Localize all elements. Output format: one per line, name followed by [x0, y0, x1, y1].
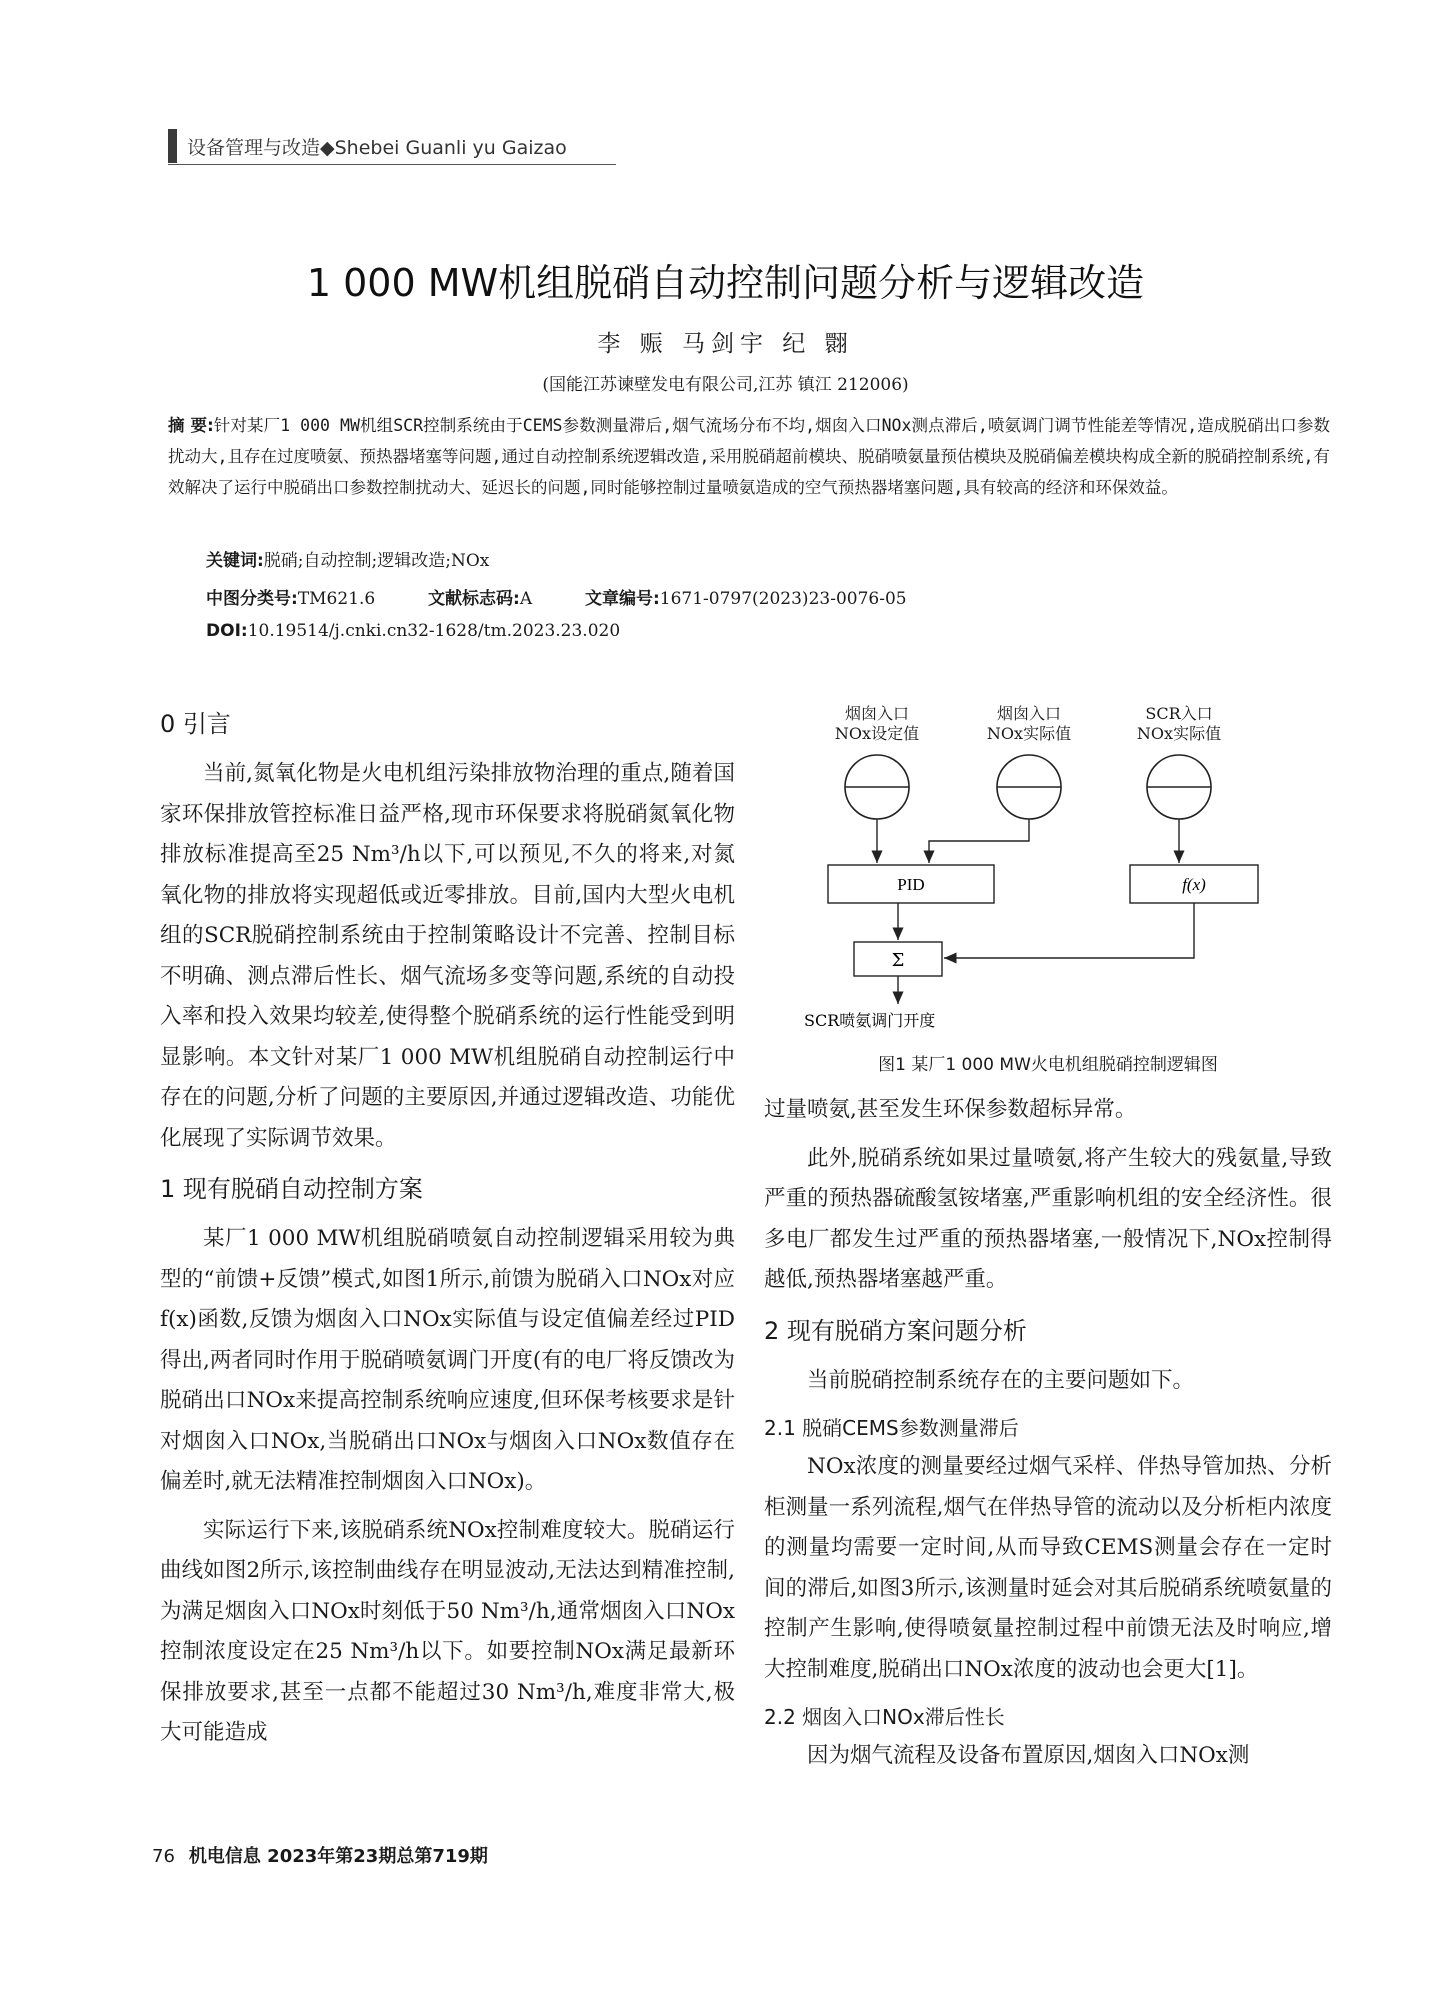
- ammonia-paragraph: 此外,脱硝系统如果过量喷氨,将产生较大的残氨量,导致严重的预热器硫酸氢铵堵塞,严重影响机组的安全经济性。很多电厂都发生过严重的预热器堵塞,一般情况下,NOx控制得越低,预热器堵塞越严重。: [764, 1145, 1332, 1292]
- affiliation: (国能江苏谏壁发电有限公司,江苏 镇江 212006): [542, 375, 909, 395]
- section-2-2-paragraph: 因为烟气流程及设备布置原因,烟囱入口NOx测: [807, 1743, 1250, 1768]
- transmitter-2: [997, 755, 1061, 819]
- doi: [206, 621, 620, 641]
- right-column: [764, 1090, 1332, 1785]
- clc-label: 中图分类号:: [206, 589, 298, 609]
- paper-title: 1 000 MW机组脱硝自动控制问题分析与逻辑改造: [306, 261, 1145, 305]
- section-2-1-title: 2.1 脱硝CEMS参数测量滞后: [764, 1416, 1019, 1440]
- abstract-label: 摘 要:: [168, 416, 214, 435]
- page-footer: [152, 1842, 488, 1868]
- arrow-fx-to-sum: [944, 903, 1194, 958]
- input-1-label-line-2: NOx设定值: [834, 724, 920, 743]
- input-3-label-line-1: SCR入口: [1145, 704, 1213, 723]
- authors: 李 赈 马剑宇 纪 翾: [597, 331, 854, 357]
- figure-1: [764, 700, 1332, 1080]
- section-2-title: 2 现有脱硝方案问题分析: [764, 1316, 1027, 1345]
- article-no-value: 1671-0797(2023)23-0076-05: [659, 589, 907, 609]
- section-0-title: 0 引言: [160, 710, 231, 738]
- fx-label: f(x): [1182, 875, 1206, 894]
- abstract: [168, 410, 1330, 503]
- clc-value: TM621.6: [297, 589, 376, 609]
- left-column: [160, 700, 735, 1762]
- section-1-paragraph-2: 实际运行下来,该脱硝系统NOx控制难度较大。脱硝运行曲线如图2所示,该控制曲线存在明显波动,无法达到精准控制,为满足烟囱入口NOx时刻低于50 Nm³/h,通常烟囱入口NOx控制浓度设定在25 Nm³/h以下。如要控制NOx满足最新环保排放要求,甚至一点都不能超过30 Nm³/h,难度非常大,极大可能造成: [160, 1517, 735, 1745]
- output-label: SCR喷氨调门开度: [804, 1011, 936, 1030]
- input-2-label-line-1: 烟囱入口: [996, 704, 1061, 723]
- section-2-paragraph: 当前脱硝控制系统存在的主要问题如下。: [807, 1367, 1195, 1393]
- journal-issue: 机电信息 2023年第23期总第719期: [188, 1846, 488, 1867]
- keywords-label: 关键词:: [206, 551, 264, 571]
- header-rule: [168, 164, 616, 165]
- abstract-text: 针对某厂1 000 MW机组SCR控制系统由于CEMS参数测量滞后,烟气流场分布不均,烟囱入口NOx测点滞后,喷氨调门调节性能差等情况,造成脱硝出口参数扰动大,且存在过度喷氨、预热器堵塞等问题,通过自动控制系统逻辑改造,采用脱硝超前模块、脱硝喷氨量预估模块及脱硝偏差模块构成全新的脱硝控制系统,有效解决了运行中脱硝出口参数控制扰动大、延迟长的问题,同时能够控制过量喷氨造成的空气预热器堵塞问题,具有较高的经济和环保效益。: [168, 416, 1331, 497]
- input-2-label-line-2: NOx实际值: [986, 724, 1072, 743]
- pid-label: PID: [897, 875, 925, 894]
- transmitter-3: [1147, 755, 1211, 819]
- header-section: 设备管理与改造◆Shebei Guanli yu Gaizao: [187, 136, 567, 159]
- sum-label: Σ: [891, 950, 905, 971]
- section-2-2-title: 2.2 烟囱入口NOx滞后性长: [764, 1705, 1005, 1729]
- input-1-label-line-1: 烟囱入口: [844, 704, 909, 723]
- input-3-label-line-2: NOx实际值: [1136, 724, 1222, 743]
- doc-code-label: 文献标志码:: [428, 589, 520, 609]
- header-bar: [168, 129, 177, 163]
- article-no-label: 文章编号:: [584, 589, 660, 609]
- arrow-actual-to-pid: [929, 819, 1029, 863]
- doi-value: 10.19514/j.cnki.cn32-1628/tm.2023.23.020: [247, 621, 621, 641]
- section-1-paragraph-1: 某厂1 000 MW机组脱硝喷氨自动控制逻辑采用较为典型的“前馈+反馈”模式,如图1所示,前馈为脱硝入口NOx对应f(x)函数,反馈为烟囱入口NOx实际值与设定值偏差经过PID得出,两者同时作用于脱硝喷氨调门开度(有的电厂将反馈改为脱硝出口NOx来提高控制系统响应速度,但环保考核要求是针对烟囱入口NOx,当脱硝出口NOx与烟囱入口NOx数值存在偏差时,就无法精准控制烟囱入口NOx)。: [160, 1226, 735, 1494]
- classification: [206, 584, 907, 609]
- transmitter-1: [845, 755, 909, 819]
- control-logic-diagram: [764, 700, 1332, 1040]
- section-1-title: 1 现有脱硝自动控制方案: [160, 1175, 423, 1203]
- section-0-paragraph: 当前,氮氧化物是火电机组污染排放物治理的重点,随着国家环保排放管控标准日益严格,现市环保要求将脱硝氮氧化物排放标准提高至25 Nm³/h以下,可以预见,不久的将来,对氮氧化物的排放将实现超低或近零排放。目前,国内大型火电机组的SCR脱硝控制系统由于控制策略设计不完善、控制目标不明确、测点滞后性长、烟气流场多变等问题,系统的自动投入率和投入效果均较差,使得整个脱硝系统的运行性能受到明显影响。本文针对某厂1 000 MW机组脱硝自动控制运行中存在的问题,分析了问题的主要原因,并通过逻辑改造、功能优化展现了实际调节效果。: [160, 761, 735, 1151]
- keywords-text: 脱硝;自动控制;逻辑改造;NOx: [263, 551, 490, 571]
- page-number: 76: [152, 1846, 175, 1867]
- continued-paragraph: 过量喷氨,甚至发生环保参数超标异常。: [764, 1097, 1137, 1122]
- running-header: [168, 130, 567, 162]
- doi-label: DOI:: [206, 621, 248, 641]
- doc-code-value: A: [519, 589, 533, 609]
- figure-1-caption: 图1 某厂1 000 MW火电机组脱硝控制逻辑图: [878, 1055, 1218, 1075]
- section-2-1-paragraph: NOx浓度的测量要经过烟气采样、伴热导管加热、分析柜测量一系列流程,烟气在伴热导管的流动以及分析柜内浓度的测量均需要一定时间,从而导致CEMS测量会存在一定时间的滞后,如图3所示,该测量时延会对其后脱硝系统喷氨量的控制产生影响,使得喷氨量控制过程中前馈无法及时响应,增大控制难度,脱硝出口NOx浓度的波动也会更大[1]。: [764, 1454, 1332, 1682]
- keywords: [206, 546, 489, 571]
